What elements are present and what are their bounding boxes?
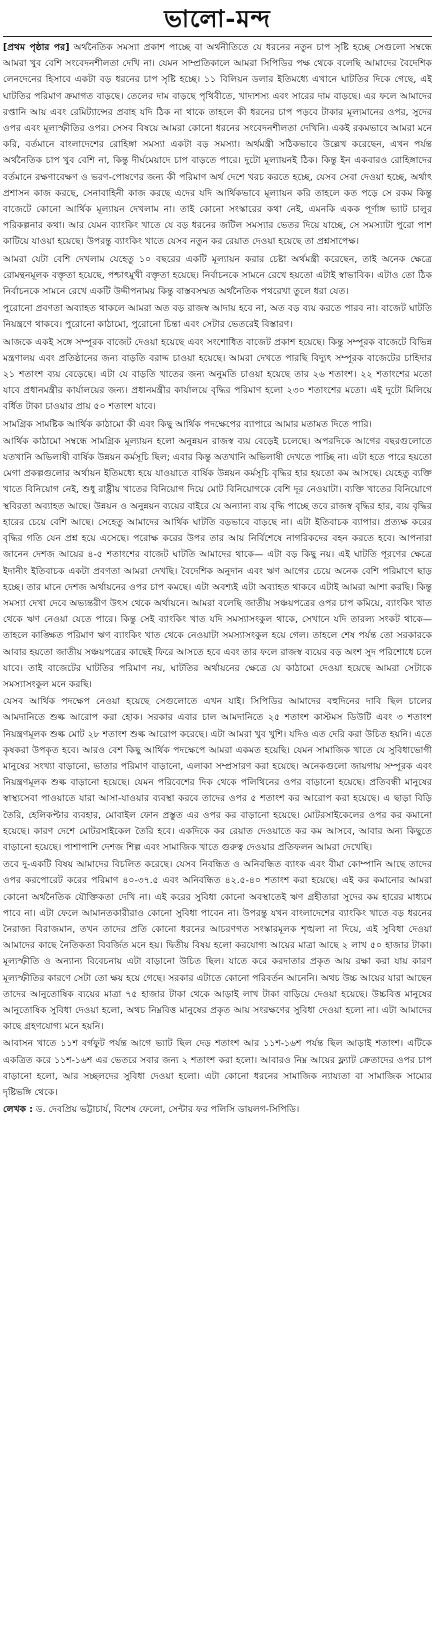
paragraph: তবে দু-একটি বিষয় আমাদের বিচলিত করেছে। যেসব নিবন্ধিত ও অনিবন্ধিত ব্যাংক এবং বীমা কোম্পানি আছে তাদের ওপর করপোরেট করের পরিমাণ ৪০-৩৭.৫ এবং অনিবন্ধিত ৪২.৫-৪০ শতাংশ করা হয়েছে। এই কর কমানোর আমরা কোনো অর্থনৈতিক যৌক্তিকতা দেখি না। এই করের সুবিধা কোনো অবস্থাতেই ঋণ গ্রহীতারা সুদের কম হারের মাধ্যমে পাবে না। এটা ফেলে আমানতকারীরাও কোনো সুবিধা পাবেন না। উপরন্তু যখন বাংলাদেশের ব্যাংকিং খাতে বড় ধরনের নৈরাজ্য বিরাজমান, তখন তাদের প্রতি কোনো ধরনের আচরণগত সংস্কারমূলক শৃঙ্খলা না দিয়ে, এই সুবিধা দেওয়া আমাদের কাছে নৈতিকতা বিবর্জিত মনে হয়। দ্বিতীয় বিষয় হলো করযোগ্য আয়ের মাত্রা আছে ২ লাখ ৫০ হাজার টাকা। মূল্যস্ফীতি ও অন্যান্য বিবেচনায় এটা বাড়ানো উচিত ছিল। যাতে করে করদাতার প্রকৃত আয় রক্ষা করা যায় কারণ মূল্যস্ফীতির কারণে সেটা তো ক্ষয় হয়ে গেছে। সরকার এটাতে কোনো পরিবর্তন আনেনি। অথচ উচ্চ আয়ের যারা আছেন তাদের আনুতোষিক ব্যয়ের মাত্রা ৭৫ হাজার টাকা থেকে আড়াই লাখ টাকা বাড়িয়ে দেওয়া হয়েছে। উচ্চবিত্ত মানুষের আনুতোষিক সুবিধা দেওয়া হলো, অথচ নিম্নবিত্ত মানুষের প্রকৃত আয় সংরক্ষণের সুবিধা দেওয়া হলো না। এটা আমাদের কাছে গ্রহণযোগ্য মনে হয়নি।	[3, 859, 432, 1033]
paragraph: পুরোনো প্রবণতা অব্যাহত থাকলে আমরা অত বড় রাজস্ব আদায় হবে না, অত বড় ব্যয় করতে পারব না। বাজেট ঘাটতি নিয়ন্ত্রণে থাকবে। পুরোনো কাঠামো, পুরোনো চিন্তা এবং সেটার ভেতরেই বিস্তারণ।	[3, 303, 432, 331]
paragraph: আমরা যেটা বেশি দেখলাম যেহেতু ১০ বছরের একটি মূল্যায়ন করার চেষ্টা অর্থমন্ত্রী করেছেন, তাই অনেক ক্ষেত্রে রোমন্থনমূলক বক্তৃতা হয়েছে, পশ্চাৎমুখী বক্তৃতা হয়েছে। নির্বাচনকে সামনে রেখে হয়তো এটাই স্বাভাবিক। এটাও তো ঠিক নির্বাচনকে সামনে রেখে একটি উদ্দীপনাময় কিন্তু বাস্তবসম্মত অর্থনৈতিক পথরেখা তুলে ধরা যেত।	[3, 253, 432, 298]
author-credit	[3, 1102, 432, 1118]
article-body	[3, 40, 432, 1118]
paragraph: আর্থিক কাঠামো সম্বন্ধে সামগ্রিক মূল্যায়ন হলো অনুন্নয়ন রাজস্ব ব্যয় বেড়েই চলেছে। অপরদিকে আগের বছরগুলোতে যতখানি অভিলাষী বার্ষিক উন্নয়ন কর্মসূচি ছিল; এবার কিন্তু অতখানি অভিলাষী দেখতে পাচ্ছি না। এটা হতে পারে হয়তো মেগা প্রকল্পগুলোর অর্থায়ন ইতিমধ্যে হয়ে যাওয়াতে বার্ষিক উন্নয়ন কর্মসূচি বৃদ্ধির হার হয়তো কম আসছে। যেহেতু ব্যক্তি খাতে বিনিয়োগ নেই, শুধু রাষ্ট্রীয় খাতের বিনিয়োগ দিয়ে মোট বিনিয়োগকে বেশি দূর নেওয়াটা। ব্যক্তি খাতের বিনিয়োগে স্থবিরতা অব্যাহত আছে। উন্নয়ন ও অনুন্নয়ন ব্যয়ের বাইরে যে অন্যান্য ব্যয় বৃদ্ধি পাচ্ছে তবে রাজস্ব বৃদ্ধির হার, ব্যয় বৃদ্ধির হারের চেয়ে বেশি আছে। সেহেতু আমাদের আর্থিক ঘাটতি বড়ভাবে বাড়ছে না। এটা ইতিবাচক ব্যাপার। প্রত্যক্ষ করের বৃদ্ধির গতি যেন প্রশ্ন হয়ে এসেছে। পরোক্ষ করের উপর তার আয় নির্বিশেষে নাগরিকদের বহন করতে হবে। আপনারা জানেন দেশজ আয়ের ৪-৫ শতাংশের বাজেট ঘাটতি আমাদের থাকে— এটা বড় কিছু নয়। এই ঘাটতি পূরণের ক্ষেত্রে ইদানীং ইতিবাচক একটা প্রবণতা আমরা দেখছি। বৈদেশিক অনুদান এবং ঋণ আগের চেয়ে অনেক বেশি পরিমাণে ছাড় হচ্ছে। তার মানে দেশজ অর্থায়নের ওপর চাপ কমছে। এটা অবশ্যই এটা অব্যাহত থাকবে এটাই আমরা আশা করছি। কিন্তু সমস্যা দেখা দেবে অভ্যন্তরীণ উৎস থেকে অর্থায়নে। আমরা বলেছি জাতীয় সঞ্চয়পত্রের ওপর চাপ কমিয়ে, ব্যাংকিং খাত থেকে ঋণ নেওয়া যেতে পারে। কিন্তু সেই ব্যাংকিং খাত যদি সমস্যাসংকুল থাকে, সেখানে যদি তারল্য সংকট থাকে— তাহলে কাঙ্ক্ষিত পরিমাণ ঋণ ব্যাংকিং খাত থেকে নেওয়াটা সমস্যাসংকুল হয়ে গেল। তাহলে শেষ পর্যন্ত তো সরকারকে আবার হয়তো জাতীয় সঞ্চয়পত্রের কাছেই ফিরে আসতে হবে এবং তার ফলে রাজস্ব ব্যয়ের বড় অংশ সুদ পরিশোধে চলে যাবে। তাই বাজেটের ঘাটতির পরিমাণ নয়, ঘাটতির অর্থায়নের ক্ষেত্রে যে কাঠামো দেওয়া হয়েছে আমরা সেটাকে সমস্যাসংকুল মনে করছি।	[3, 435, 432, 690]
paragraph	[3, 40, 432, 251]
paragraph: যেসব আর্থিক পদক্ষেপ নেওয়া হয়েছে সেগুলোতে এখন যাই। সিপিডির আমাদের বহুদিনের দাবি ছিল চালের আমদানিতে শুল্ক আরোপ করা হোক। সরকার এবার চাল আমদানিতে ২৫ শতাংশ কাস্টমস ডিউটি এবং ৩ শতাংশ নিয়ন্ত্রণমূলক শুল্ক মোট ২৮ শতাংশ শুল্ক আরোপ করেছে। এটা আমরা খুব খুশি। যদিও এত দেরি করা উচিত হয়নি। এতে কৃষকরা উপকৃত হবে। আরও বেশ কিছু আর্থিক পদক্ষেপে আমরা একমত হয়েছি। যেমন সামাজিক খাতে যে সুবিধাভোগী মানুষের সংখ্যা বাড়ানো, ভাতার পরিমাণ বাড়ানো, এলাকা সম্প্রসারণ করা হয়েছে। অনেকগুলো জায়গায় সম্পূরক এবং নিয়ন্ত্রণমূলক শুল্ক বাড়ানো হয়েছে। যেমন পরিবেশের দিক থেকে পলিথিনের ওপর বাড়ানো হয়েছে। প্রতিবন্ধী মানুষের স্বাস্থ্যসেবা পাওয়াতে যারা আসা-যাওয়ার ব্যবস্থা করবে তাদের ওপর ৫ শতাংশ কর আরোপ করা হয়েছে। এ ছাড়া বিড়ি তৈরি, হেলিকপ্টার ব্যবহার, মোবাইল ফোন প্রস্তুত এর ওপর কর বাড়ানো হয়েছে। মোটরসাইকেলের ওপর কর কমানো হয়েছে। কারণ দেশে মোটরসাইকেল তৈরি হবে। একদিকে কর রেয়াত দেওয়াতে কর কম আসবে, আবার অন্য কিছুতে বাড়ানো হয়েছে। পাশাপাশি দেশজ শিল্প এবং সামাজিক খাতে গুরুত্ব দেওয়ার প্রতিফলন আমরা দেখেছি।	[3, 696, 432, 853]
author-text: ড. দেবপ্রিয় ভট্টাচার্য, বিশেষ ফেলো, সেন্টার ফর পলিসি ডায়লগ-সিপিডি।	[35, 1104, 300, 1116]
continued-from-front-page: [প্রথম পৃষ্ঠার পর]	[3, 42, 70, 53]
paragraph: আবাসন খাতে ১১শ বর্গফুট পর্যন্ত আগে ভ্যাট ছিল দেড় শতাংশ আর ১১শ-১৬শ পর্যন্ত ছিল আড়াই শতাংশ। এটিকে একত্রিত করে ১১শ-১৬শ এর ভেতরে সবার জন্য ২ শতাংশ করা হলো। আবারও নিম্ন আয়ের ফ্ল্যাট ক্রেতাদের ওপর চাপ বাড়ানো হলো, আর সচ্ছলদের সুবিধা দেওয়া হলো। এটা কোনো ধরনের সামাজিক ন্যায্যতা বা সামাজিক সাম্যের দৃষ্টিভঙ্গি থেকে।	[3, 1038, 432, 1098]
title-bar	[3, 2, 432, 37]
paragraph: আজকে একই সঙ্গে সম্পূরক বাজেট দেওয়া হয়েছে এবং সংশোধিত বাজেট প্রকাশ হয়েছে। কিন্তু সম্পূরক বাজেটে বিভিন্ন মন্ত্রণালয় এবং প্রতিষ্ঠানের জন্য বাড়তি বরাদ্দ চাওয়া হয়েছে। আমরা দেখতে পারছি বিদ্যুৎ সম্পূরক বাজেটের চাহিদার ২১ শতাংশ ব্যয় বেড়েছে। এটা যে বাড়তি খাতের জন্য অনুমতি চাওয়া হয়েছে তার ২৬ শতাংশ। ২২ শতাংশের মতো যাবে প্রধানমন্ত্রীর কার্যালয়ের জন্য। প্রধানমন্ত্রীর কার্যালয়ে বৃদ্ধির পরিমাণ হলো ২৩০ শতাংশের মতো। এই দুটো মিলিয়ে বর্ধিত টাকা চাওয়ার প্রায় ৫০ শতাংশ যাবে।	[3, 336, 432, 413]
paragraph: সামগ্রিক সামষ্টিক আর্থিক কাঠামো কী এবং কিছু আর্থিক পদক্ষেপের ব্যাপারে আমার মতামত দিতে পারি।	[3, 418, 372, 430]
author-label: লেখক :	[3, 1104, 33, 1116]
paragraph-text: অর্থনৈতিক সমস্যা প্রকাশ পাচ্ছে বা অর্থনীতিতে যে ধরনের নতুন চাপ সৃষ্টি হচ্ছে সেগুলো সম্বন্ধে আমরা খুব বেশি সংবেদনশীলতা দেখি না। যেমন সাম্প্রতিকালে আমরা সিপিডির পক্ষ থেকে বলেছি আমাদের বৈদেশিক লেনদেনের হিসাবে একটা বড় ধরনের চাপ সৃষ্টি হচ্ছে। ১১ বিলিয়ন ডলার ইতিমধ্যে এখানে ঘাটতির দিকে গেছে, এই ঘাটতির পরিমাণ ক্রমাগত বাড়ছে। তেলের দাম বাড়ছে পৃথিবীতে, খাদ্যশস্য এবং সারের দাম বাড়ছে। এর ফলে আমাদের রপ্তানি আয় এবং রেমিট্যান্সের প্রবাহ যদি ঠিক না থাকে তাহলে কী ধরনের চাপ পড়বে টাকার মূল্যমানের ওপর, সুদের ওপর এবং মূল্যস্ফীতির ওপর। সেসব বিষয়ে আমরা কোনো ধরনের সংবেদনশীলতা দেখিনি। একই রকমভাবে আমরা মনে করি, বর্তমানে বাংলাদেশের রোহিঙ্গা সমস্যা একটা বড় সমস্যা। অর্থমন্ত্রী সঠিকভাবে উল্লেখ করেছেন, এখন পর্যন্ত অর্থনৈতিক চাপ খুব বেশি না, কিন্তু দীর্ঘমেয়াদে চাপ বাড়তে পারে। দুটো মূল্যায়নই ঠিক। কিন্তু ইন একবারও রোহিঙ্গাদের বর্তমানে রক্ষণাবেক্ষণ ও ভরণ-পোষণের জন্য কী পরিমাণ অর্থ দেশে খরচ করতে হচ্ছে, যেসব সেবা দেওয়া হচ্ছে, অর্থাৎ প্রশাসন কাজ করছে, সেনাবাহিনী কাজ করছে এদের যদি আর্থিকভাবে মূল্যায়ন করি তাহলে কত পড়ে সে রকম কিন্তু বাজেটে কোনো আর্থিক মূল্যায়ন দেখলাম না। তাই কোনো সংস্কারের কথা নেই, এমনকি একক পূর্ণাঙ্গ ভ্যাট চালুর পরিকল্পনার কথা। আর যেমন ব্যাংকিং খাতে যে বড় ধরনের জটিল সমস্যার ভেতর দিয়ে যাচ্ছে, সে সমস্যাটা পুরো পাশ কাটিয়ে যাওয়া হয়েছে। উপরন্তু ব্যাংকিং খাতে যেসব নতুন কর রেয়াত দেওয়া হয়েছে তা প্রশ্নসাপেক্ষ।	[3, 42, 432, 248]
article-title: ভালো-মন্দ	[164, 4, 271, 33]
